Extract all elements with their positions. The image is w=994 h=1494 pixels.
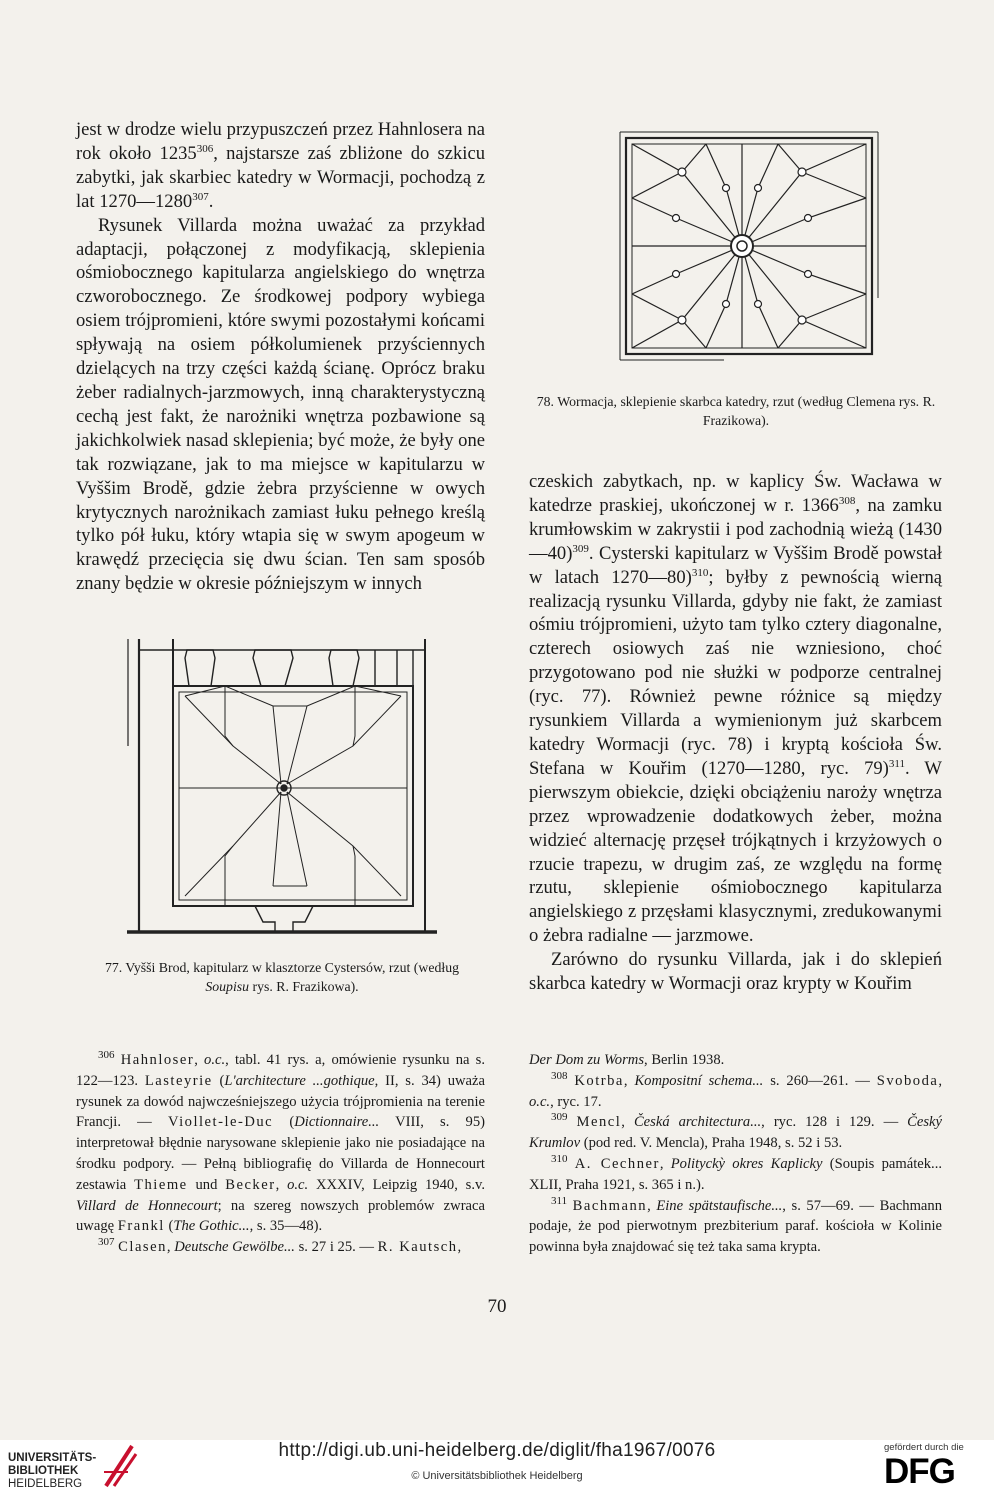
footnotes-right: [529, 1050, 942, 1258]
footnote-306: $^{306}$ Hahnloser, o.c., tabl. 41 rys. a, omówienie rysunku na s. 122—123. Lasteyrie (L'architecture ...gothique, II, s. 34) uważa rysunek za dowód najwcześniejszego użycia trójpromienia na terenie Francji. — Viollet-le-Duc (Dictionnaire... VIII, s. 95) interpretował błędnie narysowane sklepienie jako nie posiadające na środku podpory. — Pełną bibliografię do Villarda de Honnecourt zestawia Thieme und Becker, o.c. XXXIV, Leipzig 1940, s.v. Villard de Honnecourt; na szereg nowszych problemów zwraca uwagę Frankl (The Gothic..., s. 35—48).: [76, 1049, 486, 1235]
footnote-ref-306[interactable]: 306: [196, 142, 214, 155]
figure-77-plan: [125, 636, 441, 936]
footnote-311: $^{311}$ Bachmann, Eine spätstaufische..., s. 57—69. — Bachmann podaje, że pod pierwotnym prezbiterium paraf. kościoła w Kolinie powinna była znajdować się też taka sama krypta.: [529, 1194, 942, 1256]
footnote-ref-309[interactable]: 309: [572, 542, 589, 555]
figure-78-plan: [616, 128, 882, 366]
paragraph-4: Zarówno do rysunku Villarda, jak i do sklepień skarbca katedry w Wormacji oraz krypty w Kouřim: [529, 949, 942, 995]
footnote-ref-310[interactable]: 310: [691, 566, 709, 579]
paragraph-3: czeskich zabytkach, np. w kaplicy Św. Wacława w katedrze praskiej, ukończonej w r. 1366$^{308}$, na zamku krumłowskim w zakrystii i pod zachodnią wieżą (1430—40)$^{309}$. Cysterski kapitularz w Vyššim Brodě powstał w latach 1270—80)$^{310}$; byłby z pewnością wierną realizacją rysunku Villarda, gdyby nie fakt, że zamiast ośmiu trójpromieni, użyto tam tylko cztery diagonalne, czterech osiowych zaś nie wzniesiono, choć przygotowano pod nie służki w podporze centralnej (ryc. 77). Również pewne różnice są między rysunkiem Villarda a wymienionym już skarbcem katedry Wormacji (ryc. 78) i kryptą kościoła Św. Stefana w Kouřim (1270—1280, ryc. 79)$^{311}$. W pierwszym obiekcie, dzięki obciążeniu naroży wnętrza przez wprowadzenie dodatkowych żeber, można widzieć alternację przęseł trójkątnych i krzyżowych o rzucie trapezu, w drugim zaś, ze względu na formę rzutu, sklepienie ośmiobocznego kapitularza angielskiego z przęsłami klasycznymi, zredukowanymi o żebra radialne — jarzmowe.: [529, 471, 942, 947]
copyright-notice: © Universitätsbibliothek Heidelberg: [411, 1470, 583, 1482]
footnote-308: $^{308}$ Kotrba, Kompositní schema... s. 260—261. — Svoboda, o.c., ryc. 17.: [529, 1069, 942, 1110]
footnote-ref-308[interactable]: 308: [838, 494, 856, 507]
dfg-logo: DFG: [884, 1452, 955, 1491]
paragraph-2: Rysunek Villarda można uważać za przykład adaptacji, połączonej z modyfikacją, sklepienia ośmiobocznego kapitularza angielskiego do wnętrza czworobocznego. Ze środkowej podpory wybiega osiem trójpromieni, które swymi pozostałymi końcami spływają na osiem półkolumienek przyściennych dzielących na trzy części każdą ścianę. Oprócz braku żeber radialnych-jarzmowych, inną charakterystyczną cechą jest fakt, że narożniki wnętrza pozbawione są jakichkolwiek nasad sklepienia; być może, że były one tak rozwiązane, jak to ma miejsce w kapitularzu w Vyššim Brodě, gdzie żebra przyścienne w owych krytycznych narożnikach zamiast łuku pełnego kreślą tylko pół łuku, który wtapia się w swym apogeum w krawędź przecięcia się dwu ścian. Ten sam sposób znany będzie w okresie późniejszym w innych: [76, 214, 485, 595]
page-number: 70: [487, 1296, 507, 1317]
figure-77-caption: 77. Vyšši Brod, kapitularz w klasztorze Cystersów, rzut (według Soupisu rys. R. Frazikowa).: [104, 960, 460, 994]
footnote-309: $^{309}$ Mencl, Česká architectura..., ryc. 128 i 129. — Český Krumlov (pod red. V. Mencla), Praha 1948, s. 52 i 53.: [529, 1111, 943, 1152]
footnote-310: $^{310}$ A. Cechner, Polityckỳ okres Kaplicky (Soupis památek... XLII, Praha 1921, s. 365 i n.).: [529, 1153, 942, 1193]
permalink-url[interactable]: http://digi.ub.uni-heidelberg.de/diglit/fha1967/0076: [278, 1440, 716, 1461]
left-column: [76, 118, 485, 596]
footer-bar: [0, 1440, 994, 1494]
footnote-307-cont: Der Dom zu Worms, Berlin 1938.: [529, 1052, 725, 1068]
paragraph-1: jest w drodze wielu przypuszczeń przez Hahnlosera na rok około 1235$^{306}$, najstarsze zaś zbliżone do szkicu zabytki, jak skarbiec katedry w Wormacji, pochodzą z lat 1270—1280$^{307}$.: [76, 119, 486, 212]
library-logo-text: UNIVERSITÄTS- BIBLIOTHEK HEIDELBERG: [8, 1452, 97, 1490]
footnote-ref-311[interactable]: 311: [888, 757, 905, 770]
figure-78-caption: 78. Wormacja, sklepienie skarbca katedry, rzut (według Clemena rys. R. Frazikowa).: [536, 394, 936, 428]
footnote-307: $^{307}$ Clasen, Deutsche Gewölbe... s. 27 i 25. — R. Kautsch,: [98, 1236, 462, 1256]
right-column: [529, 470, 942, 996]
footnote-ref-307[interactable]: 307: [192, 190, 209, 203]
footnotes-left: [76, 1050, 485, 1258]
dfg-funded-label: gefördert durch die: [884, 1442, 964, 1453]
